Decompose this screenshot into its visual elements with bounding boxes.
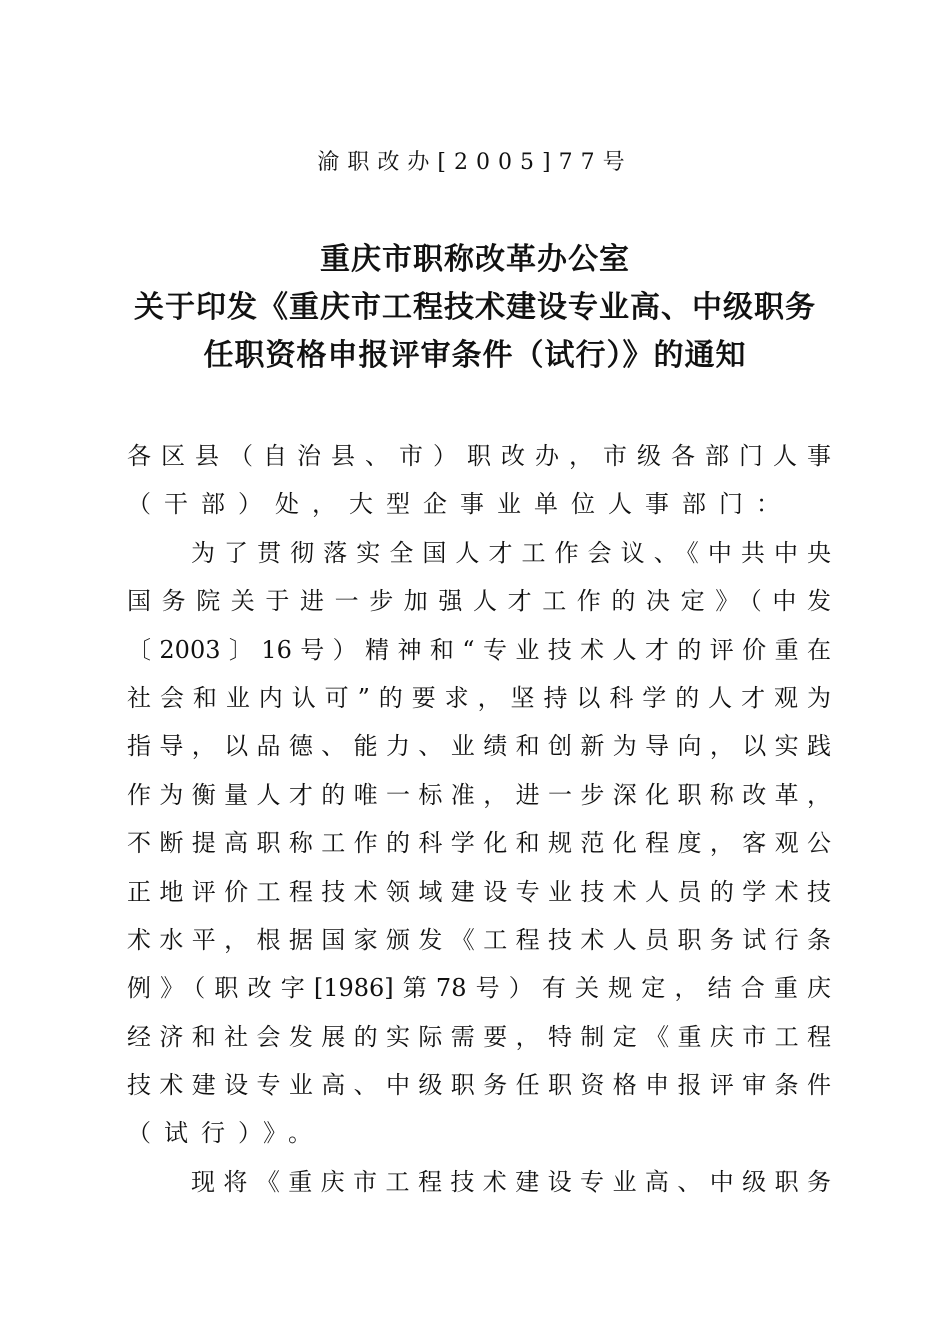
title-line-3: 任职资格申报评审条件（试行）》的通知 [203, 338, 747, 373]
body-line: 正地评价工程技术领域建设专业技术人员的学术技 [127, 877, 831, 906]
body-line: 为了贯彻落实全国人才工作会议、《中共中央 [191, 538, 831, 567]
body-line: 指导，以品德、能力、业绩和创新为导向，以实践 [127, 732, 831, 761]
body-line: 作为衡量人才的唯一标准，进一步深化职称改革， [127, 780, 831, 809]
title-line-2: 关于印发《重庆市工程技术建设专业高、中级职务 [134, 290, 816, 325]
body-line: 经济和社会发展的实际需要，特制定《重庆市工程 [127, 1022, 831, 1051]
body-line: 〔2003〕16号）精神和“专业技术人才的评价重在 [127, 635, 831, 664]
body-line: 术水平，根据国家颁发《工程技术人员职务试行条 [127, 925, 831, 954]
body-line: （试行）》。 [127, 1119, 325, 1148]
body-line: 社会和业内认可”的要求，坚持以科学的人才观为 [127, 683, 831, 712]
body-line: 各区县（自治县、市）职改办，市级各部门人事 [127, 442, 831, 470]
title-line-1: 重庆市职称改革办公室 [320, 242, 630, 277]
document-title [0, 236, 950, 380]
body-line: 例》（职改字[1986]第78号）有关规定，结合重庆 [127, 974, 831, 1003]
body-line: 不断提高职称工作的科学化和规范化程度，客观公 [127, 829, 831, 858]
body-line: 国务院关于进一步加强人才工作的决定》（中发 [127, 587, 831, 616]
body-line: 技术建设专业高、中级职务任职资格申报评审条件 [127, 1071, 831, 1100]
document-number: 渝职改办[2005]77号 [317, 150, 633, 175]
body-line: 现将《重庆市工程技术建设专业高、中级职务 [191, 1167, 831, 1196]
document-body [127, 432, 831, 1206]
body-line: （干部）处，大型企事业单位人事部门： [127, 490, 793, 519]
